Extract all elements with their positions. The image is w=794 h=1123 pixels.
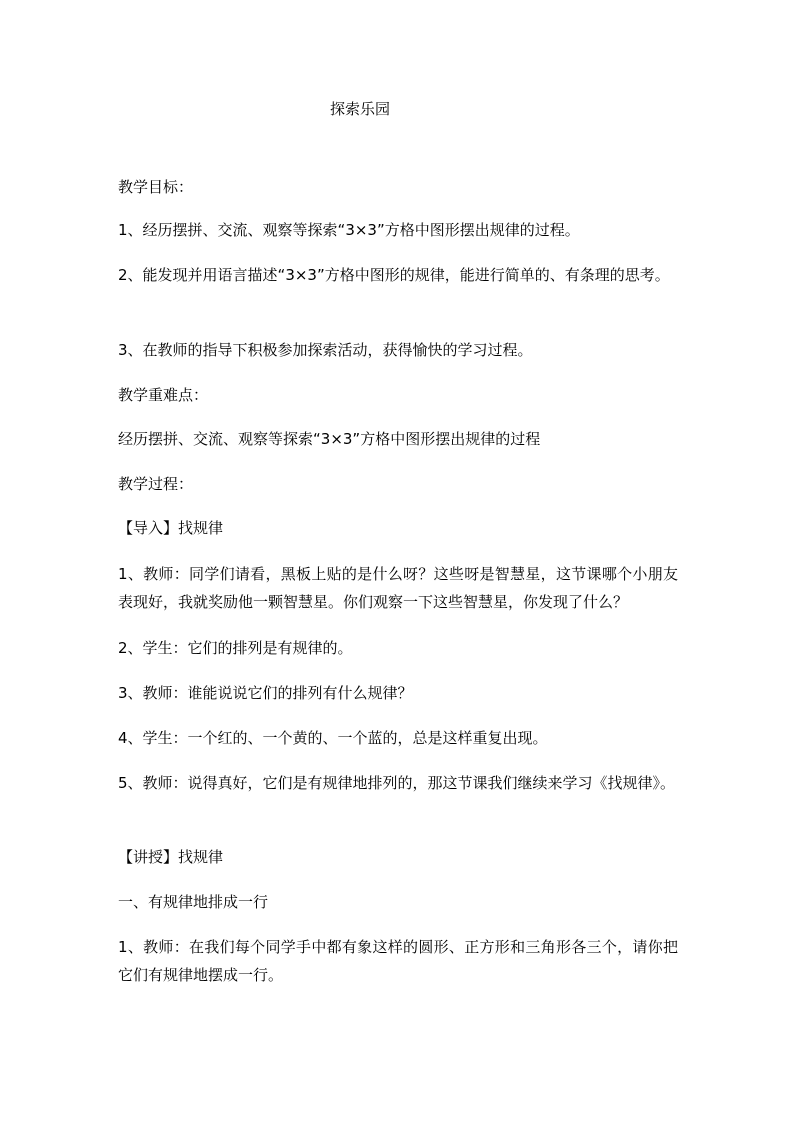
subsection-heading: 一、有规律地排成一行 [118, 893, 269, 911]
dialogue-item: 5、教师：说得真好，它们是有规律地排列的，那这节课我们继续来学习《找规律》。 [118, 774, 676, 792]
document-title: 探索乐园 [329, 100, 390, 118]
objective-item: 3、在教师的指导下积极参加探索活动，获得愉快的学习过程。 [118, 341, 533, 359]
section-heading: 【讲授】找规律 [118, 848, 224, 866]
objectives-heading: 教学目标： [118, 178, 194, 196]
key-points-heading: 教学重难点： [118, 386, 209, 404]
dialogue-item: 4、学生：一个红的、一个黄的、一个蓝的，总是这样重复出现。 [118, 729, 548, 747]
dialogue-item: 1、教师：在我们每个同学手中都有象这样的圆形、正方形和三角形各三个，请你把它们有规律地摆成一行。 [118, 938, 678, 984]
section-heading: 【导入】找规律 [118, 519, 224, 537]
dialogue-item: 2、学生：它们的排列是有规律的。 [118, 639, 353, 657]
key-points-text: 经历摆拼、交流、观察等探索“3×3”方格中图形摆出规律的过程 [118, 430, 541, 448]
dialogue-item: 1、教师：同学们请看，黑板上贴的是什么呀？这些呀是智慧星，这节课哪个小朋友表现好，我就奖励他一颗智慧星。你们观察一下这些智慧星，你发现了什么？ [118, 565, 678, 611]
objective-item: 2、能发现并用语言描述“3×3”方格中图形的规律，能进行简单的、有条理的思考。 [118, 266, 670, 284]
dialogue-item: 3、教师：谁能说说它们的排列有什么规律？ [118, 684, 413, 702]
process-heading: 教学过程： [118, 475, 194, 493]
objective-item: 1、经历摆拼、交流、观察等探索“3×3”方格中图形摆出规律的过程。 [118, 221, 580, 239]
